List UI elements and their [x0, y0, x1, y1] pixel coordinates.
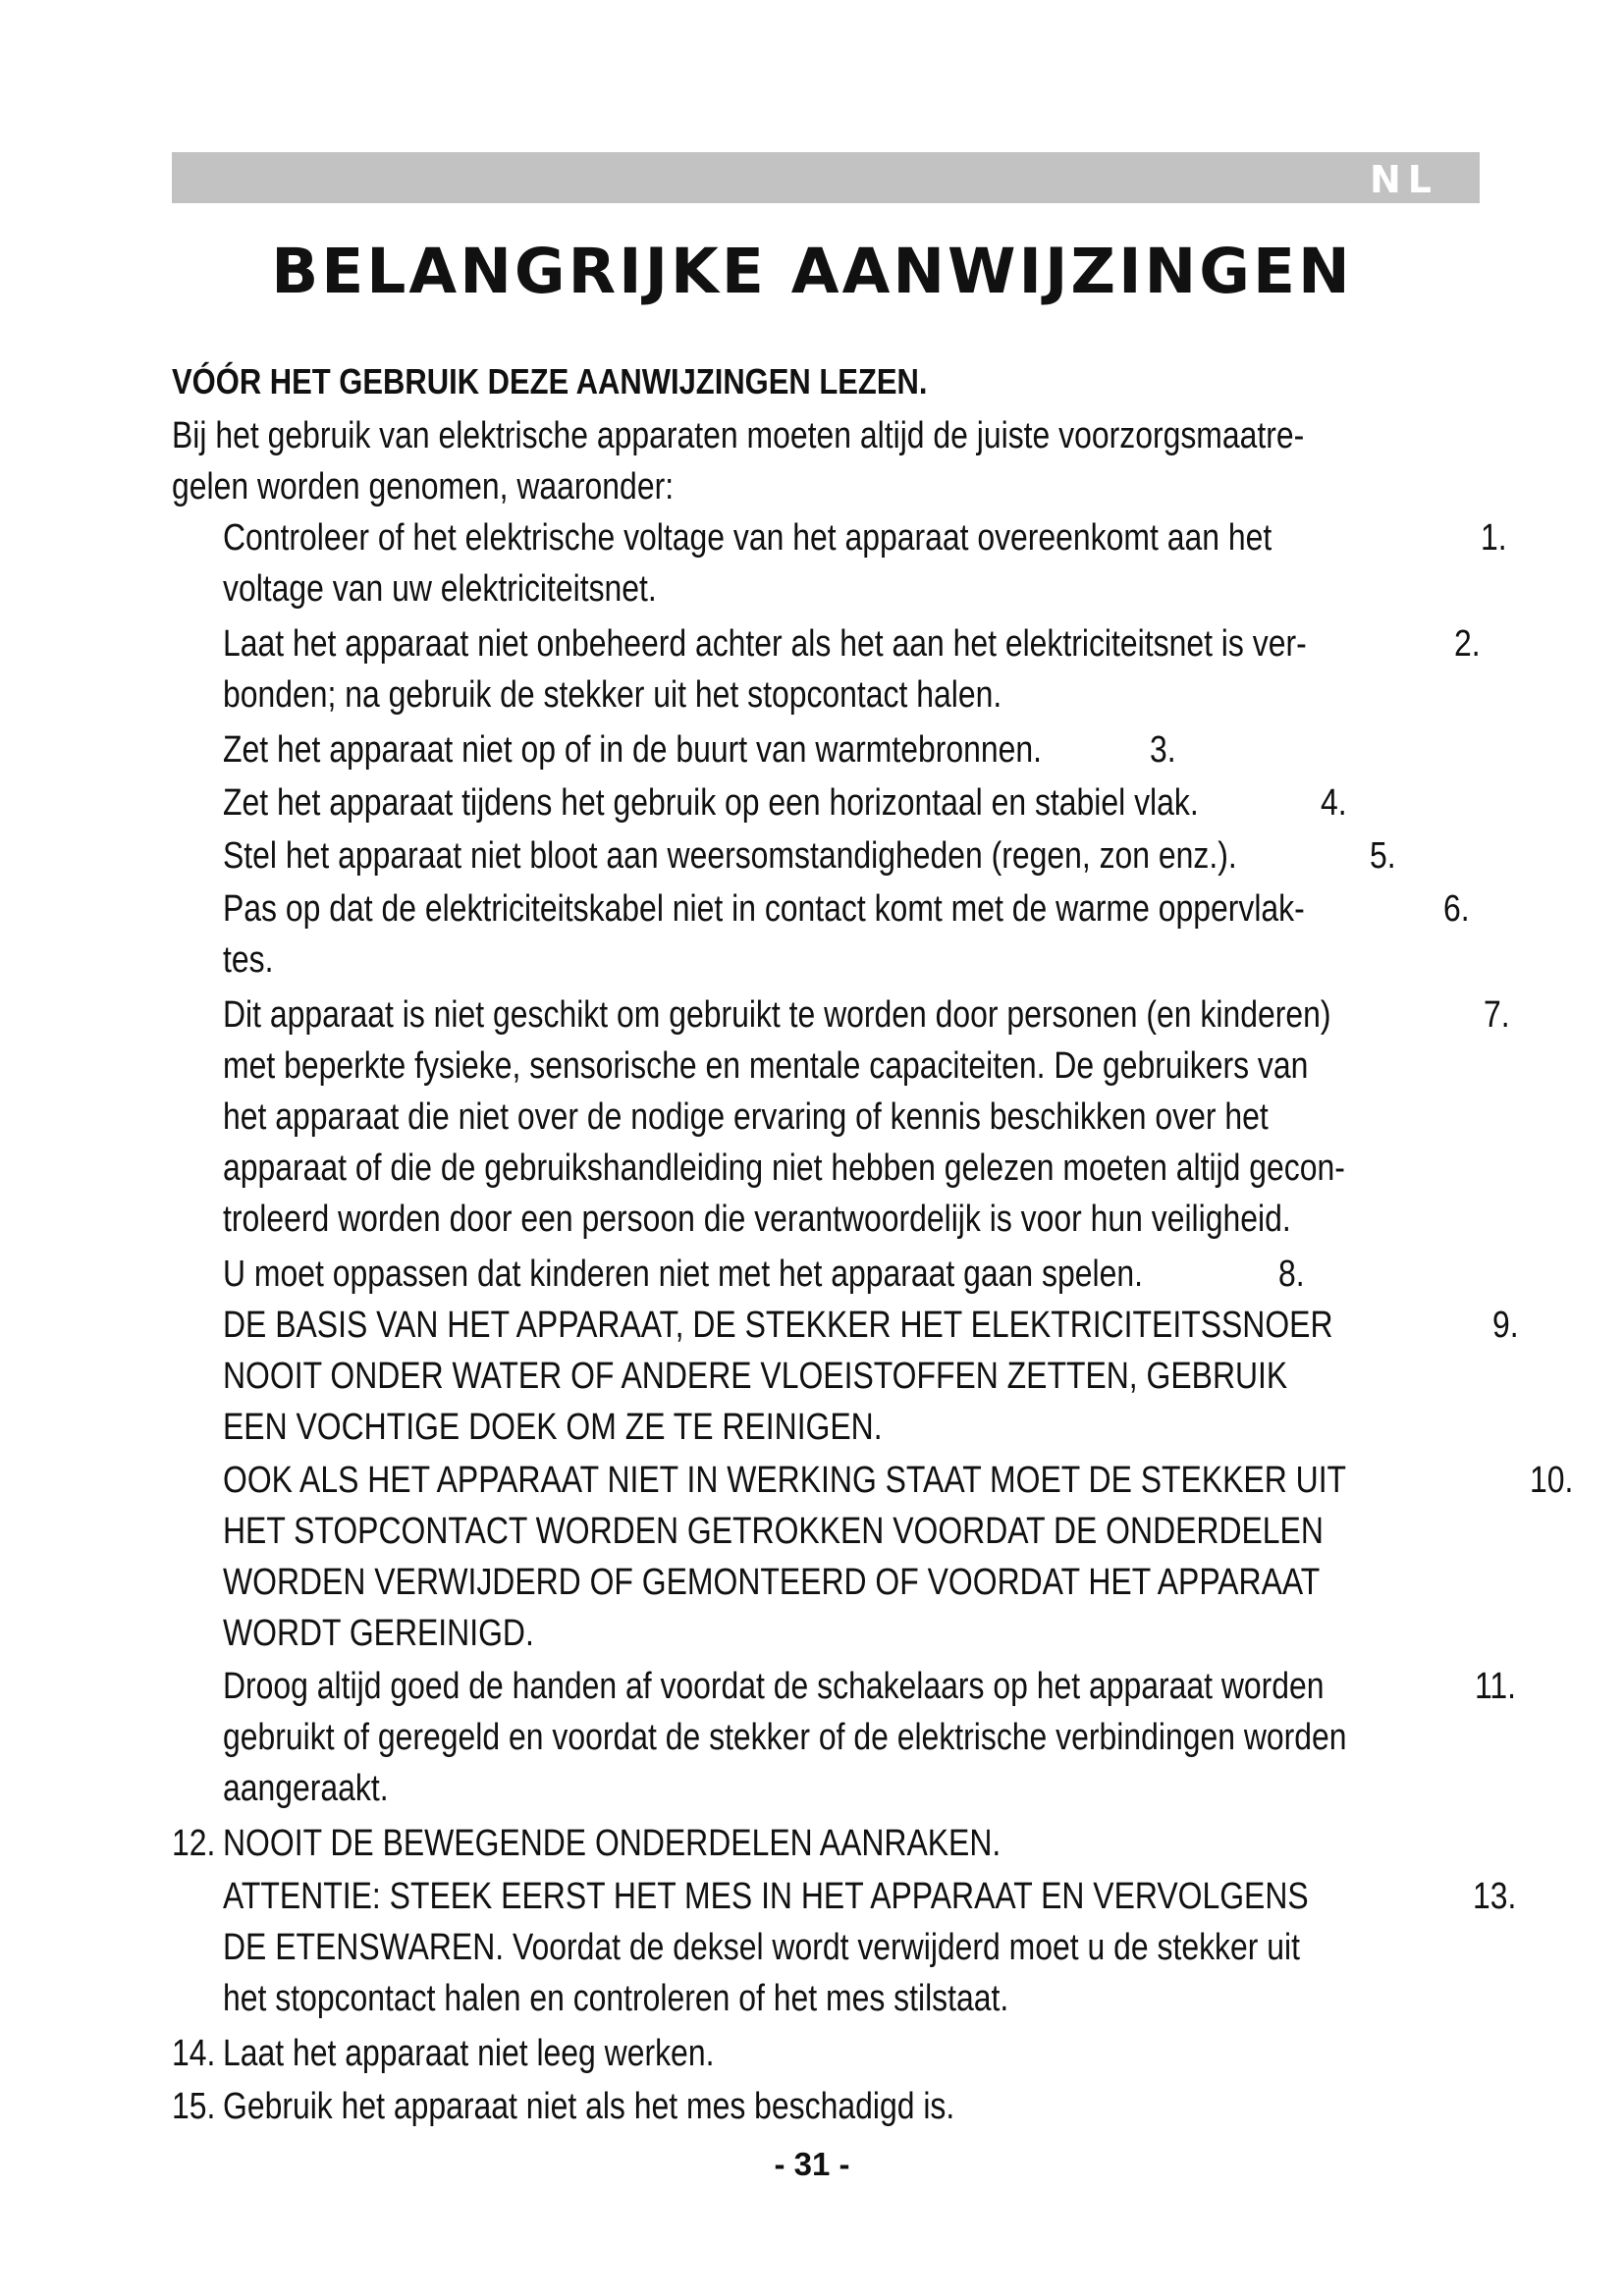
list-item-number: 10.	[1530, 1460, 1574, 1501]
list-item-line: Zet het apparaat niet op of in de buurt van warmtebronnen.	[223, 729, 1043, 771]
list-item-line: Controleer of het elektrische voltage van het apparaat overeenkomt aan het	[223, 517, 1272, 559]
list-item-line: Zet het apparaat tijdens het gebruik op een horizontaal en stabiel vlak.	[223, 782, 1199, 824]
list-item-line: het apparaat die niet over de nodige ervaring of kennis beschikken over het	[223, 1096, 1269, 1138]
list-item-number: 9.	[1492, 1305, 1519, 1346]
list-item-line: apparaat of die de gebruikshandleiding niet hebben gelezen moeten altijd gecon-	[223, 1148, 1345, 1189]
list-item-number: 8.	[1278, 1254, 1305, 1295]
language-label: NL	[1369, 158, 1438, 201]
list-item-line: tes.	[223, 939, 274, 981]
page-title: BELANGRIJKE AANWIJZINGEN	[271, 236, 1353, 307]
page-number: - 31 -	[774, 2146, 850, 2182]
list-item-line: aangeraakt.	[223, 1768, 389, 1809]
subtitle: VÓÓR HET GEBRUIK DEZE AANWIJZINGEN LEZEN.	[172, 361, 928, 401]
list-item-line: DE ETENSWAREN. Voordat de deksel wordt verwijderd moet u de stekker uit	[223, 1927, 1300, 1968]
list-item-line: gebruikt of geregeld en voordat de stekker of de elektrische verbindingen worden	[223, 1717, 1347, 1758]
list-item-line: U moet oppassen dat kinderen niet met het apparaat gaan spelen.	[223, 1254, 1143, 1295]
list-item-line: Pas op dat de elektriciteitskabel niet in contact komt met de warme oppervlak-	[223, 888, 1305, 930]
list-item-number: 1.	[1481, 517, 1507, 559]
list-item-line: Stel het apparaat niet bloot aan weersomstandigheden (regen, zon enz.).	[223, 835, 1237, 877]
list-item-line: Gebruik het apparaat niet als het mes beschadigd is.	[223, 2086, 955, 2127]
intro-line: gelen worden genomen, waaronder:	[172, 466, 675, 507]
list-item-number: 7.	[1484, 994, 1510, 1036]
list-item-number: 13.	[1473, 1876, 1517, 1917]
list-item-number: 11.	[1475, 1666, 1517, 1707]
list-item-line: OOK ALS HET APPARAAT NIET IN WERKING STAAT MOET DE STEKKER UIT	[223, 1460, 1347, 1501]
list-item-number: 12.	[172, 1823, 216, 1864]
list-item-line: troleerd worden door een persoon die verantwoordelijk is voor hun veiligheid.	[223, 1199, 1291, 1240]
list-item-number: 2.	[1454, 623, 1481, 665]
list-item-line: NOOIT ONDER WATER OF ANDERE VLOEISTOFFEN ZETTEN, GEBRUIK	[223, 1356, 1288, 1397]
list-item-number: 14.	[172, 2033, 216, 2074]
list-item-line: Dit apparaat is niet geschikt om gebruikt te worden door personen (en kinderen)	[223, 994, 1331, 1036]
list-item-line: Laat het apparaat niet leeg werken.	[223, 2033, 715, 2074]
list-item-line: voltage van uw elektriciteitsnet.	[223, 568, 657, 610]
list-item-number: 5.	[1370, 835, 1396, 877]
list-item-number: 6.	[1443, 888, 1470, 930]
list-item-number: 15.	[172, 2086, 216, 2127]
list-item-line: WORDEN VERWIJDERD OF GEMONTEERD OF VOORDAT HET APPARAAT	[223, 1562, 1321, 1603]
list-item-line: WORDT GEREINIGD.	[223, 1613, 534, 1654]
list-item-line: Droog altijd goed de handen af voordat de schakelaars op het apparaat worden	[223, 1666, 1325, 1707]
list-item-line: DE BASIS VAN HET APPARAAT, DE STEKKER HET ELEKTRICITEITSSNOER	[223, 1305, 1333, 1346]
intro-line: Bij het gebruik van elektrische apparaten moeten altijd de juiste voorzorgsmaatre-	[172, 415, 1305, 456]
list-item-line: HET STOPCONTACT WORDEN GETROKKEN VOORDAT DE ONDERDELEN	[223, 1511, 1324, 1552]
list-item-line: EEN VOCHTIGE DOEK OM ZE TE REINIGEN.	[223, 1407, 883, 1448]
list-item-number: 4.	[1321, 782, 1347, 824]
language-bar	[172, 152, 1480, 203]
list-item-line: Laat het apparaat niet onbeheerd achter als het aan het elektriciteitsnet is ver-	[223, 623, 1307, 665]
list-item-line: bonden; na gebruik de stekker uit het stopcontact halen.	[223, 674, 1002, 716]
list-item-line: NOOIT DE BEWEGENDE ONDERDELEN AANRAKEN.	[223, 1823, 1001, 1864]
list-item-line: ATTENTIE: STEEK EERST HET MES IN HET APPARAAT EN VERVOLGENS	[223, 1876, 1309, 1917]
list-item-number: 3.	[1150, 729, 1176, 771]
list-item-line: met beperkte fysieke, sensorische en mentale capaciteiten. De gebruikers van	[223, 1045, 1309, 1087]
list-item-line: het stopcontact halen en controleren of het mes stilstaat.	[223, 1978, 1009, 2019]
